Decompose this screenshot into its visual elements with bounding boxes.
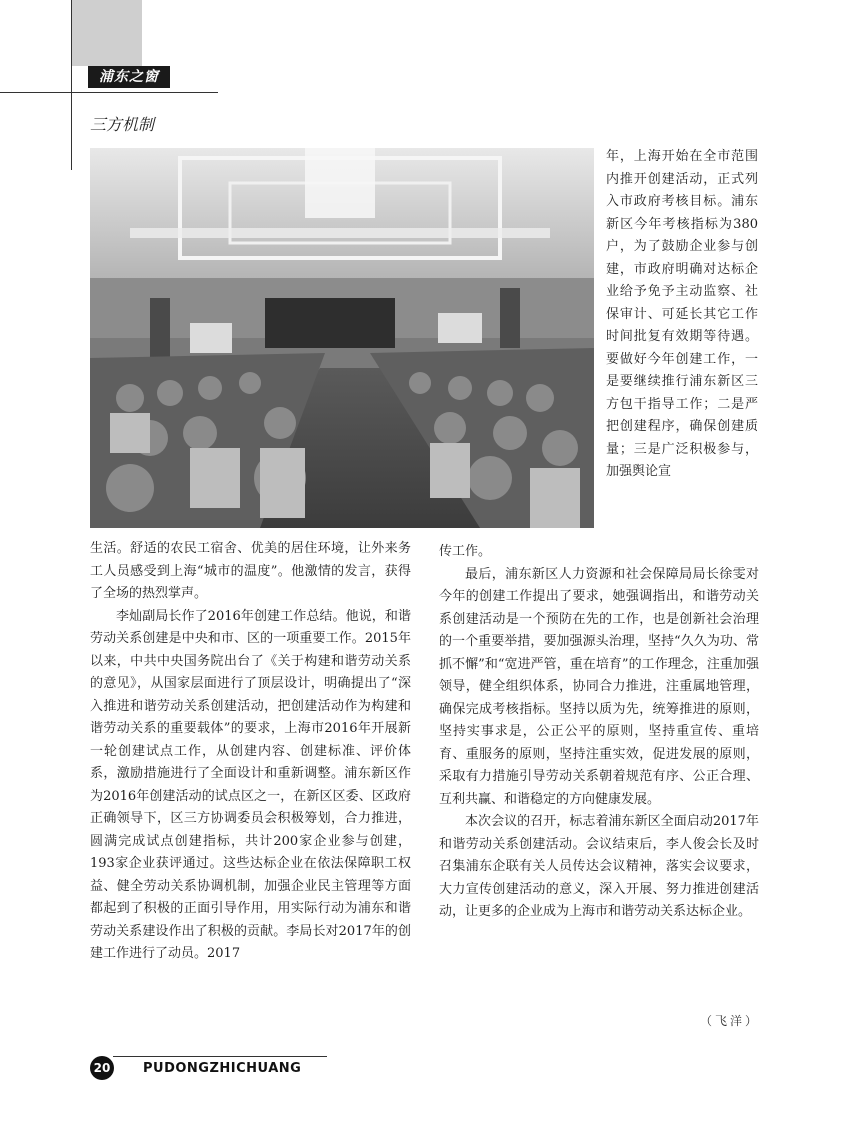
- paragraph: 李灿副局长作了2016年创建工作总结。他说，和谐劳动关系创建是中央和市、区的一项重要工作。2015年以来，中共中央国务院出台了《关于构建和谐劳动关系的意见》，从国家层面进行了顶层设计，明确提出了“深入推进和谐劳动关系创建活动，把创建活动作为构建和谐劳动关系的重要载体”的要求，上海市2016年开展新一轮创建试点工作，从创建内容、创建标准、评价体系，激励措施进行了全面设计和重新调整。浦东新区作为2016年创建活动的试点区之一，在新区区委、区政府正确领导下，区三方协调委员会积极筹划，合力推进，圆满完成试点创建指标，共计200家企业参与创建，193家企业获评通过。这些达标企业在依法保障职工权益、健全劳动关系协调机制，加强企业民主管理等方面都起到了积极的正面引导作用，用实际行动为浦东和谐劳动关系建设作出了积极的贡献。李局长对2017年的创建工作进行了动员。2017: [90, 608, 411, 961]
- paragraph: 传工作。: [439, 544, 492, 559]
- brand-logo: 浦东之窗: [88, 66, 170, 88]
- author-byline: （飞洋）: [700, 1014, 761, 1028]
- paragraph: 本次会议的召开，标志着浦东新区全面启动2017年和谐劳动关系创建活动。会议结束后，李人俊会长及时召集浦东企联有关人员传达会议精神，落实会议要求，大力宣传创建活动的意义，深入开展、努力推进创建活动，让更多的企业成为上海市和谐劳动关系达标企业。: [439, 814, 759, 919]
- conference-photo: [90, 148, 594, 528]
- header-vertical-rule: [71, 0, 72, 170]
- page-number: 20: [90, 1056, 114, 1080]
- article-left-column: [90, 538, 411, 966]
- header-rule: [0, 92, 218, 93]
- header-tab-block: [72, 0, 142, 66]
- footer-rule: [113, 1056, 327, 1057]
- paragraph: 年，上海开始在全市范围内推开创建活动，正式列入市政府考核目标。浦东新区今年考核指标为380户，为了鼓励企业参与创建，市政府明确对达标企业给予免予主动监察、社保审计、可延长其它工作时间批复有效期等待遇。要做好今年创建工作，一是要继续推行浦东新区三方包干指导工作；二是严把创建程序，确保创建质量；三是广泛积极参与，加强舆论宣: [606, 149, 758, 479]
- paragraph: 最后，浦东新区人力资源和社会保障局局长徐雯对今年的创建工作提出了要求，她强调指出，和谐劳动关系创建活动是一个预防在先的工作，也是创新社会治理的一个重要举措，要加强源头治理，坚持“久久为功、常抓不懈”和“宽进严管，重在培育”的工作理念，注重加强领导，健全组织体系，协同合力推进，注重属地管理，确保完成考核指标。坚持以质为先，统筹推进的原则，坚持实事求是，公正公平的原则，坚持重宣传、重培育、重服务的原则，坚持注重实效，促进发展的原则，采取有力措施引导劳动关系朝着规范有序、公正合理、互利共赢、和谐稳定的方向健康发展。: [439, 566, 759, 807]
- paragraph: 生活。舒适的农民工宿舍、优美的居住环境，让外来务工人员感受到上海“城市的温度”。他激情的发言，获得了全场的热烈掌声。: [90, 541, 411, 601]
- conference-hall-image: [90, 148, 594, 528]
- article-right-column: [439, 541, 759, 924]
- article-continued-narrow: [606, 146, 758, 484]
- section-title: 三方机制: [90, 115, 155, 134]
- magazine-name: PUDONGZHICHUANG: [143, 1061, 302, 1076]
